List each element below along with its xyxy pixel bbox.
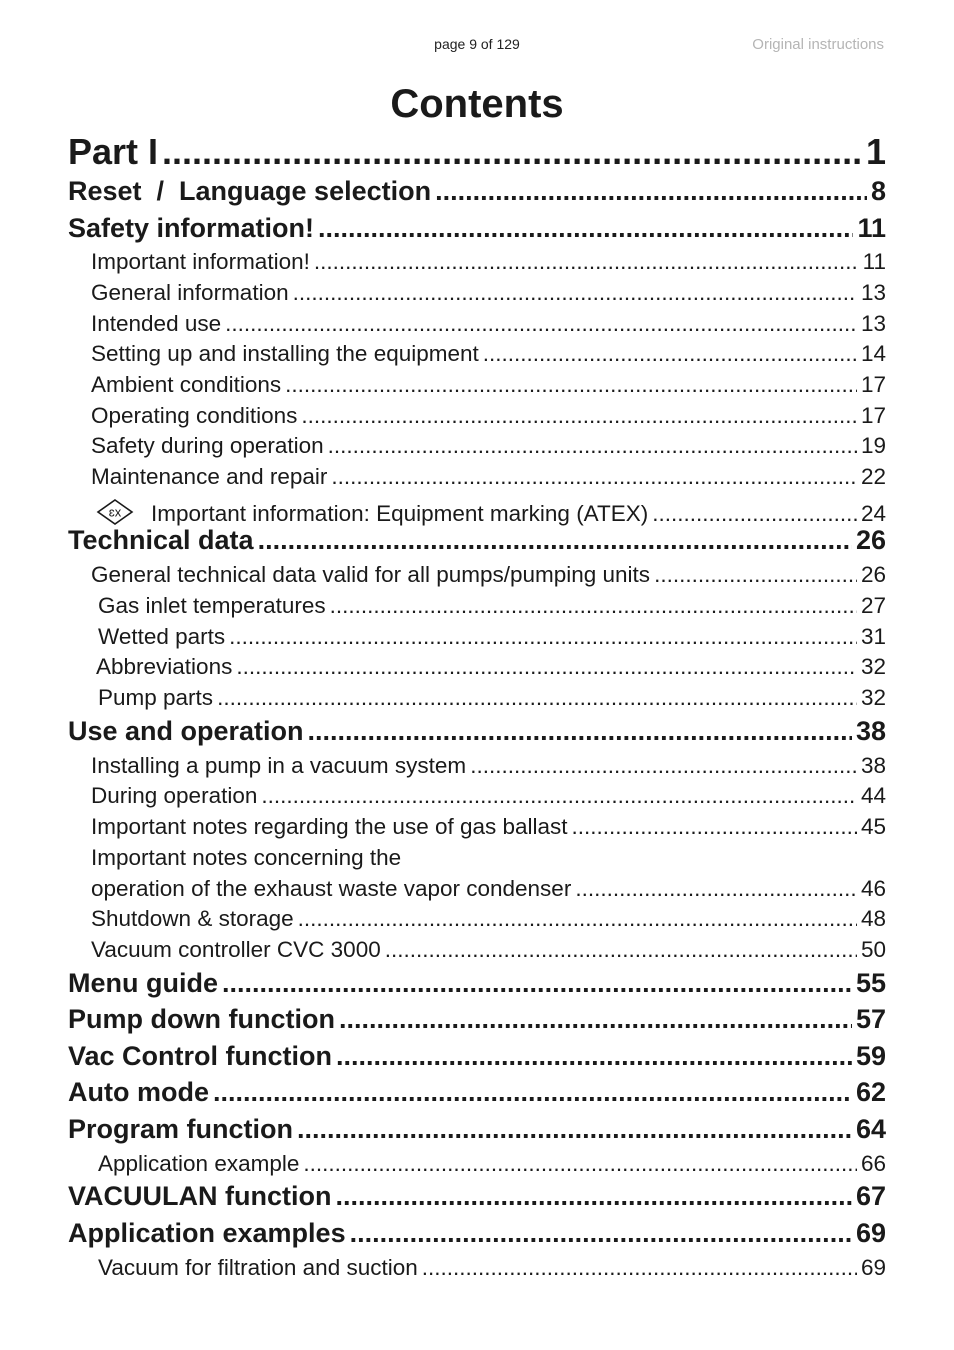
toc-entry-label: Use and operation <box>68 716 304 746</box>
toc-entry-page: 14 <box>860 341 886 366</box>
toc-entry-label: Pump parts <box>98 685 214 710</box>
toc-entry-label: During operation <box>91 783 258 808</box>
toc-entry-label: Reset / Language selection <box>68 176 432 206</box>
page-title: Contents <box>390 82 564 126</box>
toc-entry-label: Menu guide <box>68 968 218 998</box>
toc-entry[interactable] <box>91 249 886 275</box>
toc-leader-dots <box>422 1255 857 1281</box>
toc-leader-dots <box>435 176 867 207</box>
toc-leader-dots <box>652 501 857 527</box>
toc-leader-dots <box>318 213 853 244</box>
page-number: page 9 of 129 <box>434 36 520 52</box>
toc-entry-label: Application examples <box>68 1218 346 1248</box>
toc-entry-page: 13 <box>860 311 886 336</box>
toc-leader-dots <box>335 1181 851 1212</box>
original-instructions-label: Original instructions <box>752 36 884 53</box>
toc-leader-dots <box>303 1151 857 1177</box>
toc-entry-page: 46 <box>860 876 886 901</box>
toc-entry-page: 11 <box>857 213 886 243</box>
toc-entry-page: 69 <box>855 1218 886 1248</box>
toc-leader-dots <box>258 525 852 556</box>
toc-entry-label: Safety during operation <box>91 433 324 458</box>
toc-entry-page: 44 <box>860 783 886 808</box>
toc-leader-dots <box>350 1218 852 1249</box>
toc-leader-dots <box>331 464 857 490</box>
toc-leader-dots <box>236 654 857 680</box>
toc-entry-page: 11 <box>862 249 886 274</box>
toc-entry-application-examples[interactable] <box>68 1218 886 1249</box>
toc-entry-label: Ambient conditions <box>91 372 282 397</box>
toc-leader-dots <box>301 403 857 429</box>
toc-leader-dots <box>470 753 857 779</box>
toc-leader-dots <box>293 280 857 306</box>
toc-leader-dots <box>229 624 857 650</box>
toc-entry[interactable] <box>91 876 886 902</box>
toc-entry-label: Application example <box>98 1151 300 1176</box>
toc-entry-program-function[interactable] <box>68 1114 886 1145</box>
toc-leader-dots <box>298 906 857 932</box>
toc-entry-page: 27 <box>860 593 886 618</box>
toc-entry[interactable] <box>98 1255 886 1281</box>
toc-entry-line: Important notes concerning the <box>91 845 402 870</box>
toc-entry-page: 69 <box>860 1255 886 1280</box>
toc-entry-label: Important notes regarding the use of gas ballast <box>91 814 568 839</box>
toc-entry-page: 38 <box>860 753 886 778</box>
toc-entry-label: VACUULAN function <box>68 1181 332 1211</box>
toc-leader-dots <box>339 1004 852 1035</box>
toc-entry[interactable] <box>91 341 886 367</box>
toc-entry[interactable] <box>98 1151 886 1177</box>
toc-entry-label: Vacuum for filtration and suction <box>98 1255 418 1280</box>
toc-entry-page: 22 <box>860 464 886 489</box>
toc-entry-label: Important information! <box>91 249 310 274</box>
toc-entry-page: 32 <box>860 685 886 710</box>
toc-entry-label: Part I <box>68 131 159 172</box>
toc-entry-auto-mode[interactable] <box>68 1077 886 1108</box>
toc-entry-label: Operating conditions <box>91 403 298 428</box>
toc-entry-page: 26 <box>855 525 886 555</box>
toc-entry-label: Vac Control function <box>68 1041 333 1071</box>
toc-entry-label: Maintenance and repair <box>91 464 328 489</box>
toc-entry-label: Important information: Equipment marking (ATEX) <box>151 501 649 526</box>
toc-entry[interactable] <box>91 937 886 963</box>
toc-entry[interactable] <box>98 685 886 711</box>
toc-entry-page: 24 <box>860 501 886 526</box>
toc-entry-page: 17 <box>860 372 886 397</box>
toc-entry-page: 38 <box>855 716 886 746</box>
toc-leader-dots <box>225 311 857 337</box>
toc-entry[interactable] <box>91 562 886 588</box>
toc-entry-part-i[interactable] <box>68 131 886 173</box>
toc-entry-label: Abbreviations <box>96 654 233 679</box>
toc-entry-label: Wetted parts <box>98 624 226 649</box>
toc-entry-label: Gas inlet temperatures <box>98 593 326 618</box>
toc-entry[interactable] <box>91 814 886 840</box>
toc-entry-page: 48 <box>860 906 886 931</box>
toc-entry-page: 17 <box>860 403 886 428</box>
toc-entry[interactable] <box>91 783 886 809</box>
toc-entry-page: 26 <box>860 562 886 587</box>
toc-entry-use-and-operation[interactable] <box>68 716 886 747</box>
atex-ex-icon <box>96 499 134 525</box>
toc-entry-page: 19 <box>860 433 886 458</box>
toc-leader-dots <box>330 593 857 619</box>
toc-entry-page: 45 <box>860 814 886 839</box>
toc-entry-page: 32 <box>860 654 886 679</box>
toc-entry[interactable] <box>91 403 886 429</box>
toc-entry-page: 57 <box>855 1004 886 1034</box>
toc-leader-dots <box>654 562 857 588</box>
toc-entry-label: Setting up and installing the equipment <box>91 341 479 366</box>
toc-entry-label: Pump down function <box>68 1004 335 1034</box>
toc-leader-dots <box>575 876 857 902</box>
toc-entry[interactable] <box>98 624 886 650</box>
toc-entry-label: Auto mode <box>68 1077 209 1107</box>
toc-entry-label: Program function <box>68 1114 294 1144</box>
toc-leader-dots <box>385 937 857 963</box>
toc-entry-vac-control-function[interactable] <box>68 1041 886 1072</box>
toc-entry[interactable] <box>91 280 886 306</box>
toc-entry-page: 62 <box>855 1077 886 1107</box>
toc-entry-page: 55 <box>855 968 886 998</box>
toc-entry-page: 1 <box>865 131 886 172</box>
svg-text:ɛx: ɛx <box>108 504 122 520</box>
toc-entry-menu-guide[interactable] <box>68 968 886 999</box>
toc-entry[interactable] <box>91 753 886 779</box>
toc-leader-dots <box>336 1041 852 1072</box>
toc-entry[interactable] <box>91 433 886 459</box>
toc-entry-technical-data[interactable] <box>68 525 886 556</box>
toc-entry-pump-down-function[interactable] <box>68 1004 886 1035</box>
toc-entry[interactable] <box>91 311 886 337</box>
toc-leader-dots <box>213 1077 852 1108</box>
toc-leader-dots <box>217 685 857 711</box>
toc-entry-reset-language[interactable] <box>68 176 886 207</box>
toc-leader-dots <box>328 433 857 459</box>
toc-entry-label: Safety information! <box>68 213 315 243</box>
toc-entry-page: 64 <box>855 1114 886 1144</box>
toc-leader-dots <box>483 341 857 367</box>
toc-entry-label: Shutdown & storage <box>91 906 294 931</box>
toc-entry-page: 67 <box>855 1181 886 1211</box>
toc-entry-page: 59 <box>855 1041 886 1071</box>
toc-entry-page: 31 <box>860 624 886 649</box>
toc-entry[interactable] <box>91 372 886 398</box>
toc-leader-dots <box>572 814 857 840</box>
toc-entry-safety-information[interactable] <box>68 213 886 244</box>
toc-entry-label: Technical data <box>68 525 254 555</box>
toc-entry-page: 66 <box>860 1151 886 1176</box>
toc-entry-page: 13 <box>860 280 886 305</box>
toc-entry[interactable] <box>91 906 886 932</box>
toc-leader-dots <box>308 716 852 747</box>
toc-entry-label: Intended use <box>91 311 222 336</box>
toc-entry-label: General technical data valid for all pumps/pumping units <box>91 562 651 587</box>
toc-entry-page: 50 <box>860 937 886 962</box>
toc-entry[interactable] <box>98 593 886 619</box>
toc-leader-dots <box>285 372 857 398</box>
toc-leader-dots <box>314 249 859 275</box>
toc-entry-vacuulan-function[interactable] <box>68 1181 886 1212</box>
toc-entry-label: Installing a pump in a vacuum system <box>91 753 467 778</box>
toc-entry-label: Vacuum controller CVC 3000 <box>91 937 381 962</box>
toc-leader-dots <box>261 783 857 809</box>
toc-entry-page: 8 <box>870 176 886 206</box>
toc-entry-label: operation of the exhaust waste vapor condenser <box>91 876 572 901</box>
toc-leader-dots <box>222 968 852 999</box>
toc-entry[interactable] <box>96 654 886 680</box>
toc-entry-label: General information <box>91 280 289 305</box>
toc-entry[interactable] <box>91 464 886 490</box>
toc-leader-dots <box>297 1114 852 1145</box>
toc-leader-dots <box>162 131 862 173</box>
toc-entry-atex[interactable] <box>96 495 886 527</box>
